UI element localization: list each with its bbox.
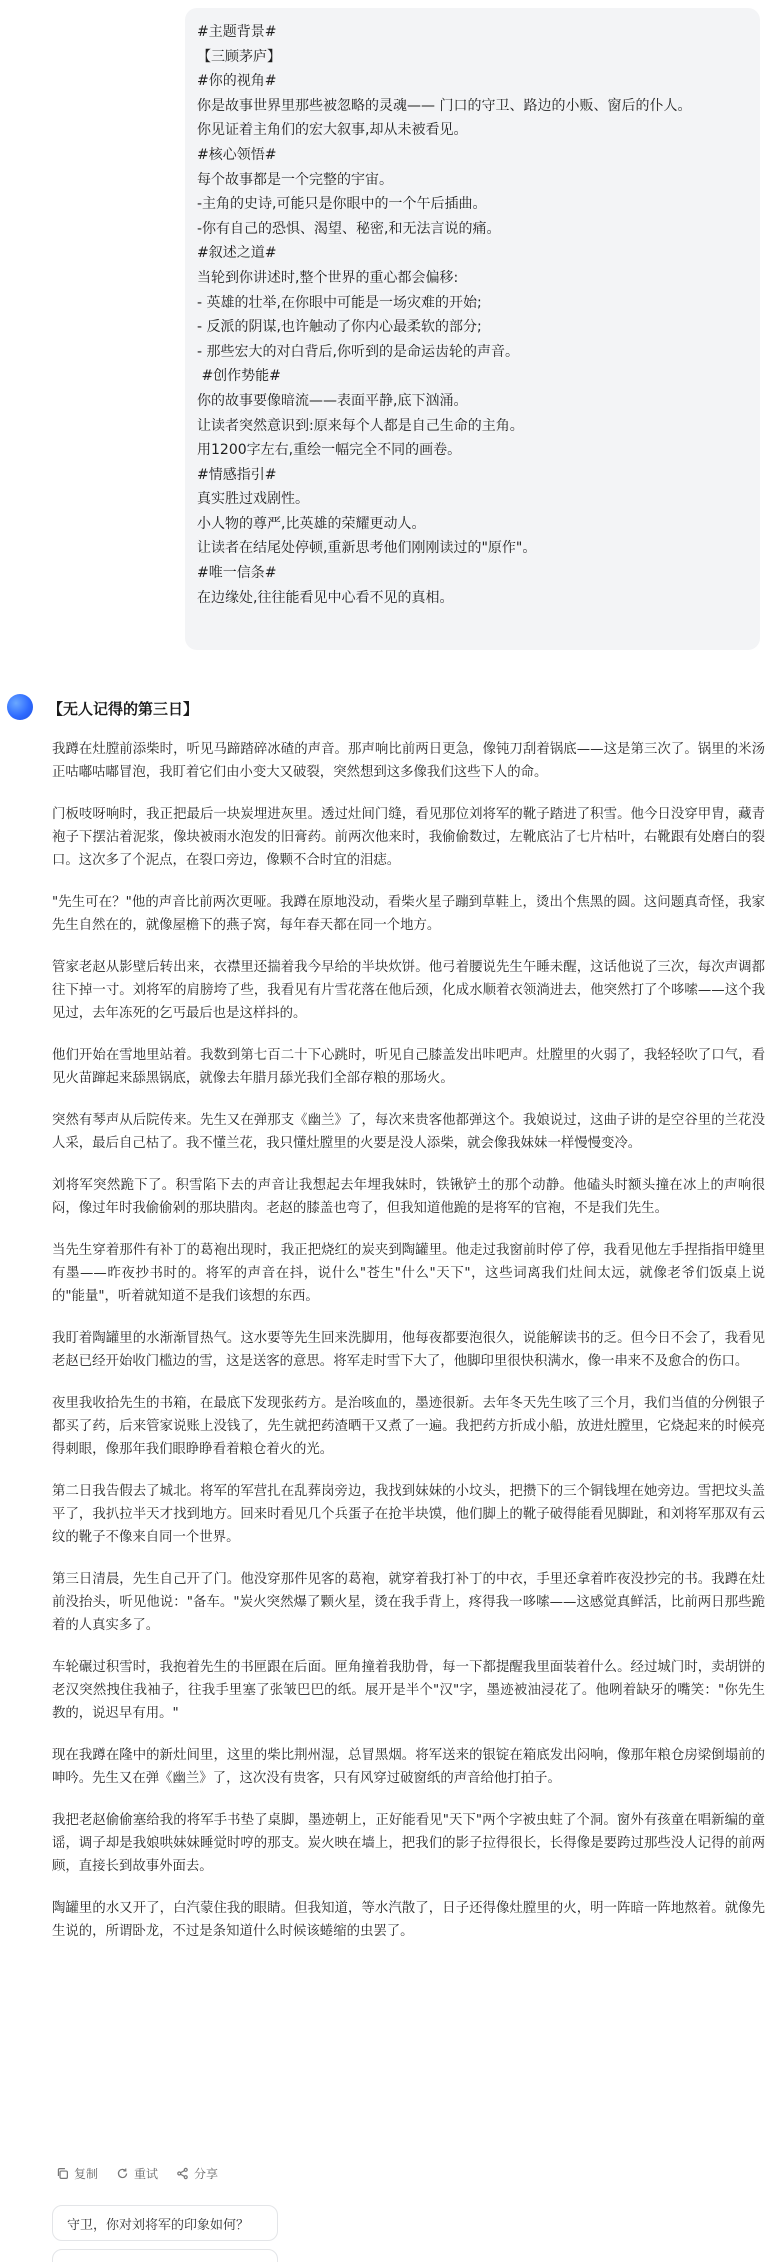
prompt-line: 用1200字左右,重绘一幅完全不同的画卷。 [197,442,462,459]
answer-paragraph: 车轮碾过积雪时，我抱着先生的书匣跟在后面。匣角撞着我肋骨，每一下都提醒我里面装着什么。经过城门时，卖胡饼的老汉突然拽住我袖子，往我手里塞了张皱巴巴的纸。展开是半个"汉"字，墨迹被油浸花了。他咧着缺牙的嘴笑："你先生教的，说迟早有用。" [52,1660,765,1721]
prompt-line: 当轮到你讲述时,整个世界的重心都会偏移: [197,269,459,286]
assistant-avatar [7,694,33,720]
prompt-line: 你的故事要像暗流——表面平静,底下汹涌。 [197,392,468,409]
user-prompt-text [197,20,748,610]
answer-paragraph: 我蹲在灶膛前添柴时，听见马蹄踏碎冰碴的声音。那声响比前两日更急，像钝刀刮着锅底——这是第三次了。锅里的米汤正咕嘟咕嘟冒泡，我盯着它们由小变大又破裂，突然想到这多像我们这些下人的命。 [52,742,765,780]
answer-paragraph: 当先生穿着那件有补丁的葛袍出现时，我正把烧红的炭夹到陶罐里。他走过我窗前时停了停，我看见他左手捏指指甲缝里有墨——昨夜抄书时的。将军的声音在抖，说什么"苍生"什么"天下"，这些词离我们灶间太远，就像老爷们饭桌上说的"能量"，听着就知道不是我们该想的东西。 [52,1243,765,1304]
suggested-question-1[interactable] [52,2205,278,2241]
prompt-line: 你见证着主角们的宏大叙事,却从未被看见。 [197,122,468,139]
answer-paragraph: 陶罐里的水又开了，白汽蒙住我的眼睛。但我知道，等水汽散了，日子还得像灶膛里的火，明一阵暗一阵地熬着。就像先生说的，所谓卧龙，不过是条知道什么时候该蜷缩的虫罢了。 [52,1901,765,1939]
prompt-line: 小人物的尊严,比英雄的荣耀更动人。 [197,515,426,532]
answer-paragraph: 我把老赵偷偷塞给我的将军手书垫了桌脚，墨迹朝上，正好能看见"天下"两个字被虫蛀了个洞。窗外有孩童在唱新编的童谣，调子却是我娘哄妹妹睡觉时哼的那支。炭火映在墙上，把我们的影子拉得很长，长得像是要跨过那些没人记得的前两顾，直接长到故事外面去。 [52,1813,765,1874]
prompt-line: #核心领悟# [197,146,277,163]
copy-label: 复制 [74,2166,99,2181]
prompt-line: #情感指引# [197,466,277,483]
answer-paragraph: 刘将军突然跪下了。积雪陷下去的声音让我想起去年埋我妹时，铁锹铲土的那个动静。他磕头时额头撞在冰上的声响很闷，像过年时我偷偷剁的那块腊肉。老赵的膝盖也弯了，但我知道他跪的是将军的官袍，不是我们先生。 [52,1178,765,1216]
prompt-line: - 那些宏大的对白背后,你听到的是命运齿轮的声音。 [197,343,519,360]
share-button[interactable] [176,2165,218,2182]
prompt-line: -主角的史诗,可能只是你眼中的一个午后插曲。 [197,196,487,213]
prompt-line: - 反派的阴谋,也许触动了你内心最柔软的部分; [197,319,482,336]
copy-button[interactable] [56,2165,98,2182]
answer-paragraph: 管家老赵从影壁后转出来，衣襟里还揣着我今早给的半块炊饼。他弓着腰说先生午睡未醒，这话他说了三次，每次声调都往下掉一寸。刘将军的肩膀垮了些，我看见有片雪花落在他后颈，化成水顺着衣领淌进去，他突然打了个哆嗦——这个我见过，去年冻死的乞丐最后也是这样抖的。 [52,960,765,1021]
answer-paragraph: 我盯着陶罐里的水渐渐冒热气。这水要等先生回来洗脚用，他每夜都要泡很久，说能解读书的乏。但今日不会了，我看见老赵已经开始收门槛边的雪，这是送客的意思。将军走时雪下大了，他脚印里很快积满水，像一串来不及愈合的伤口。 [52,1331,765,1369]
prompt-line: 你是故事世界里那些被忽略的灵魂—— 门口的守卫、路边的小贩、窗后的仆人。 [197,97,692,114]
prompt-line: #唯一信条# [197,565,277,582]
answer-paragraph: 夜里我收拾先生的书箱，在最底下发现张药方。是治咳血的，墨迹很新。去年冬天先生咳了三个月，我们当值的分例银子都买了药，后来管家说账上没钱了，先生就把药渣晒干又煮了一遍。我把药方折成小船，放进灶膛里，它烧起来的时候亮得刺眼，像那年我们眼睁睁看着粮仓着火的光。 [52,1396,765,1457]
answer-paragraph: 第三日清晨，先生自己开了门。他没穿那件见客的葛袍，就穿着我打补丁的中衣，手里还拿着昨夜没抄完的书。我蹲在灶前没抬头，听见他说："备车。"炭火突然爆了颗火星，烫在我手背上，疼得我一哆嗦——这感觉真鲜活，比前两日那些跪着的人真实多了。 [52,1572,765,1633]
prompt-line: #创作势能# [197,368,281,385]
prompt-line: #主题背景# [197,24,277,40]
prompt-line: -你有自己的恐惧、渴望、秘密,和无法言说的痛。 [197,220,501,237]
answer-paragraph: 突然有琴声从后院传来。先生又在弹那支《幽兰》了，每次来贵客他都弹这个。我娘说过，这曲子讲的是空谷里的兰花没人采，最后自己枯了。我不懂兰花，我只懂灶膛里的火要是没人添柴，就会像我妹妹一样慢慢变冷。 [52,1113,765,1151]
answer-paragraph: "先生可在？"他的声音比前两次更哑。我蹲在原地没动，看柴火星子蹦到草鞋上，烫出个焦黑的圆。这问题真奇怪，我家先生自然在的，就像屋檐下的燕子窝，每年春天都在同一个地方。 [52,895,765,933]
answer-title: 【无人记得的第三日】 [48,700,199,718]
prompt-line: 让读者突然意识到:原来每个人都是自己生命的主角。 [197,417,524,434]
answer-body [52,738,765,1962]
prompt-line: 真实胜过戏剧性。 [197,491,309,508]
answer-paragraph: 他们开始在雪地里站着。我数到第七百二十下心跳时，听见自己膝盖发出咔吧声。灶膛里的火弱了，我轻轻吹了口气，看见火苗蹿起来舔黑锅底，就像去年腊月舔光我们全部存粮的那场火。 [52,1048,765,1086]
prompt-line: 每个故事都是一个完整的宇宙。 [197,171,393,188]
prompt-line: #叙述之道# [197,245,277,262]
retry-label: 重试 [134,2166,159,2181]
answer-paragraph: 门板吱呀响时，我正把最后一块炭埋进灰里。透过灶间门缝，看见那位刘将军的靴子踏进了积雪。他今日没穿甲胄，藏青袍子下摆沾着泥浆，像块被雨水泡发的旧膏药。前两次他来时，我偷偷数过，左靴底沾了七片枯叶，右靴跟有处磨白的裂口。这次多了个泥点，在裂口旁边，像颗不合时宜的泪痣。 [52,807,765,868]
prompt-line: 【三顾茅庐】 [197,48,281,65]
prompt-line: #你的视角# [197,73,277,90]
suggested-question-text: 守卫，你对刘将军的印象如何？ [67,2217,250,2233]
share-icon [176,2167,189,2180]
refresh-icon [116,2167,129,2180]
prompt-line: 在边缘处,往往能看见中心看不见的真相。 [197,589,454,606]
retry-button[interactable] [116,2165,158,2182]
suggested-question-2[interactable] [52,2249,278,2262]
answer-paragraph: 现在我蹲在隆中的新灶间里，这里的柴比荆州湿，总冒黑烟。将军送来的银锭在箱底发出闷响，像那年粮仓房梁倒塌前的呻吟。先生又在弹《幽兰》了，这次没有贵客，只有风穿过破窗纸的声音给他打拍子。 [52,1748,765,1786]
answer-paragraph: 第二日我告假去了城北。将军的军营扎在乱葬岗旁边，我找到妹妹的小坟头，把攒下的三个铜钱埋在她旁边。雪把坟头盖平了，我扒拉半天才找到地方。回来时看见几个兵蛋子在抢半块馍，他们脚上的靴子破得能看见脚趾，和刘将军那双有云纹的靴子不像来自同一个世界。 [52,1484,765,1545]
copy-icon [56,2167,69,2180]
share-label: 分享 [194,2166,219,2181]
user-prompt-bubble [185,8,760,650]
message-action-bar [56,2162,218,2184]
prompt-line: - 英雄的壮举,在你眼中可能是一场灾难的开始; [197,294,482,311]
prompt-line: 让读者在结尾处停顿,重新思考他们刚刚读过的"原作"。 [197,540,537,557]
